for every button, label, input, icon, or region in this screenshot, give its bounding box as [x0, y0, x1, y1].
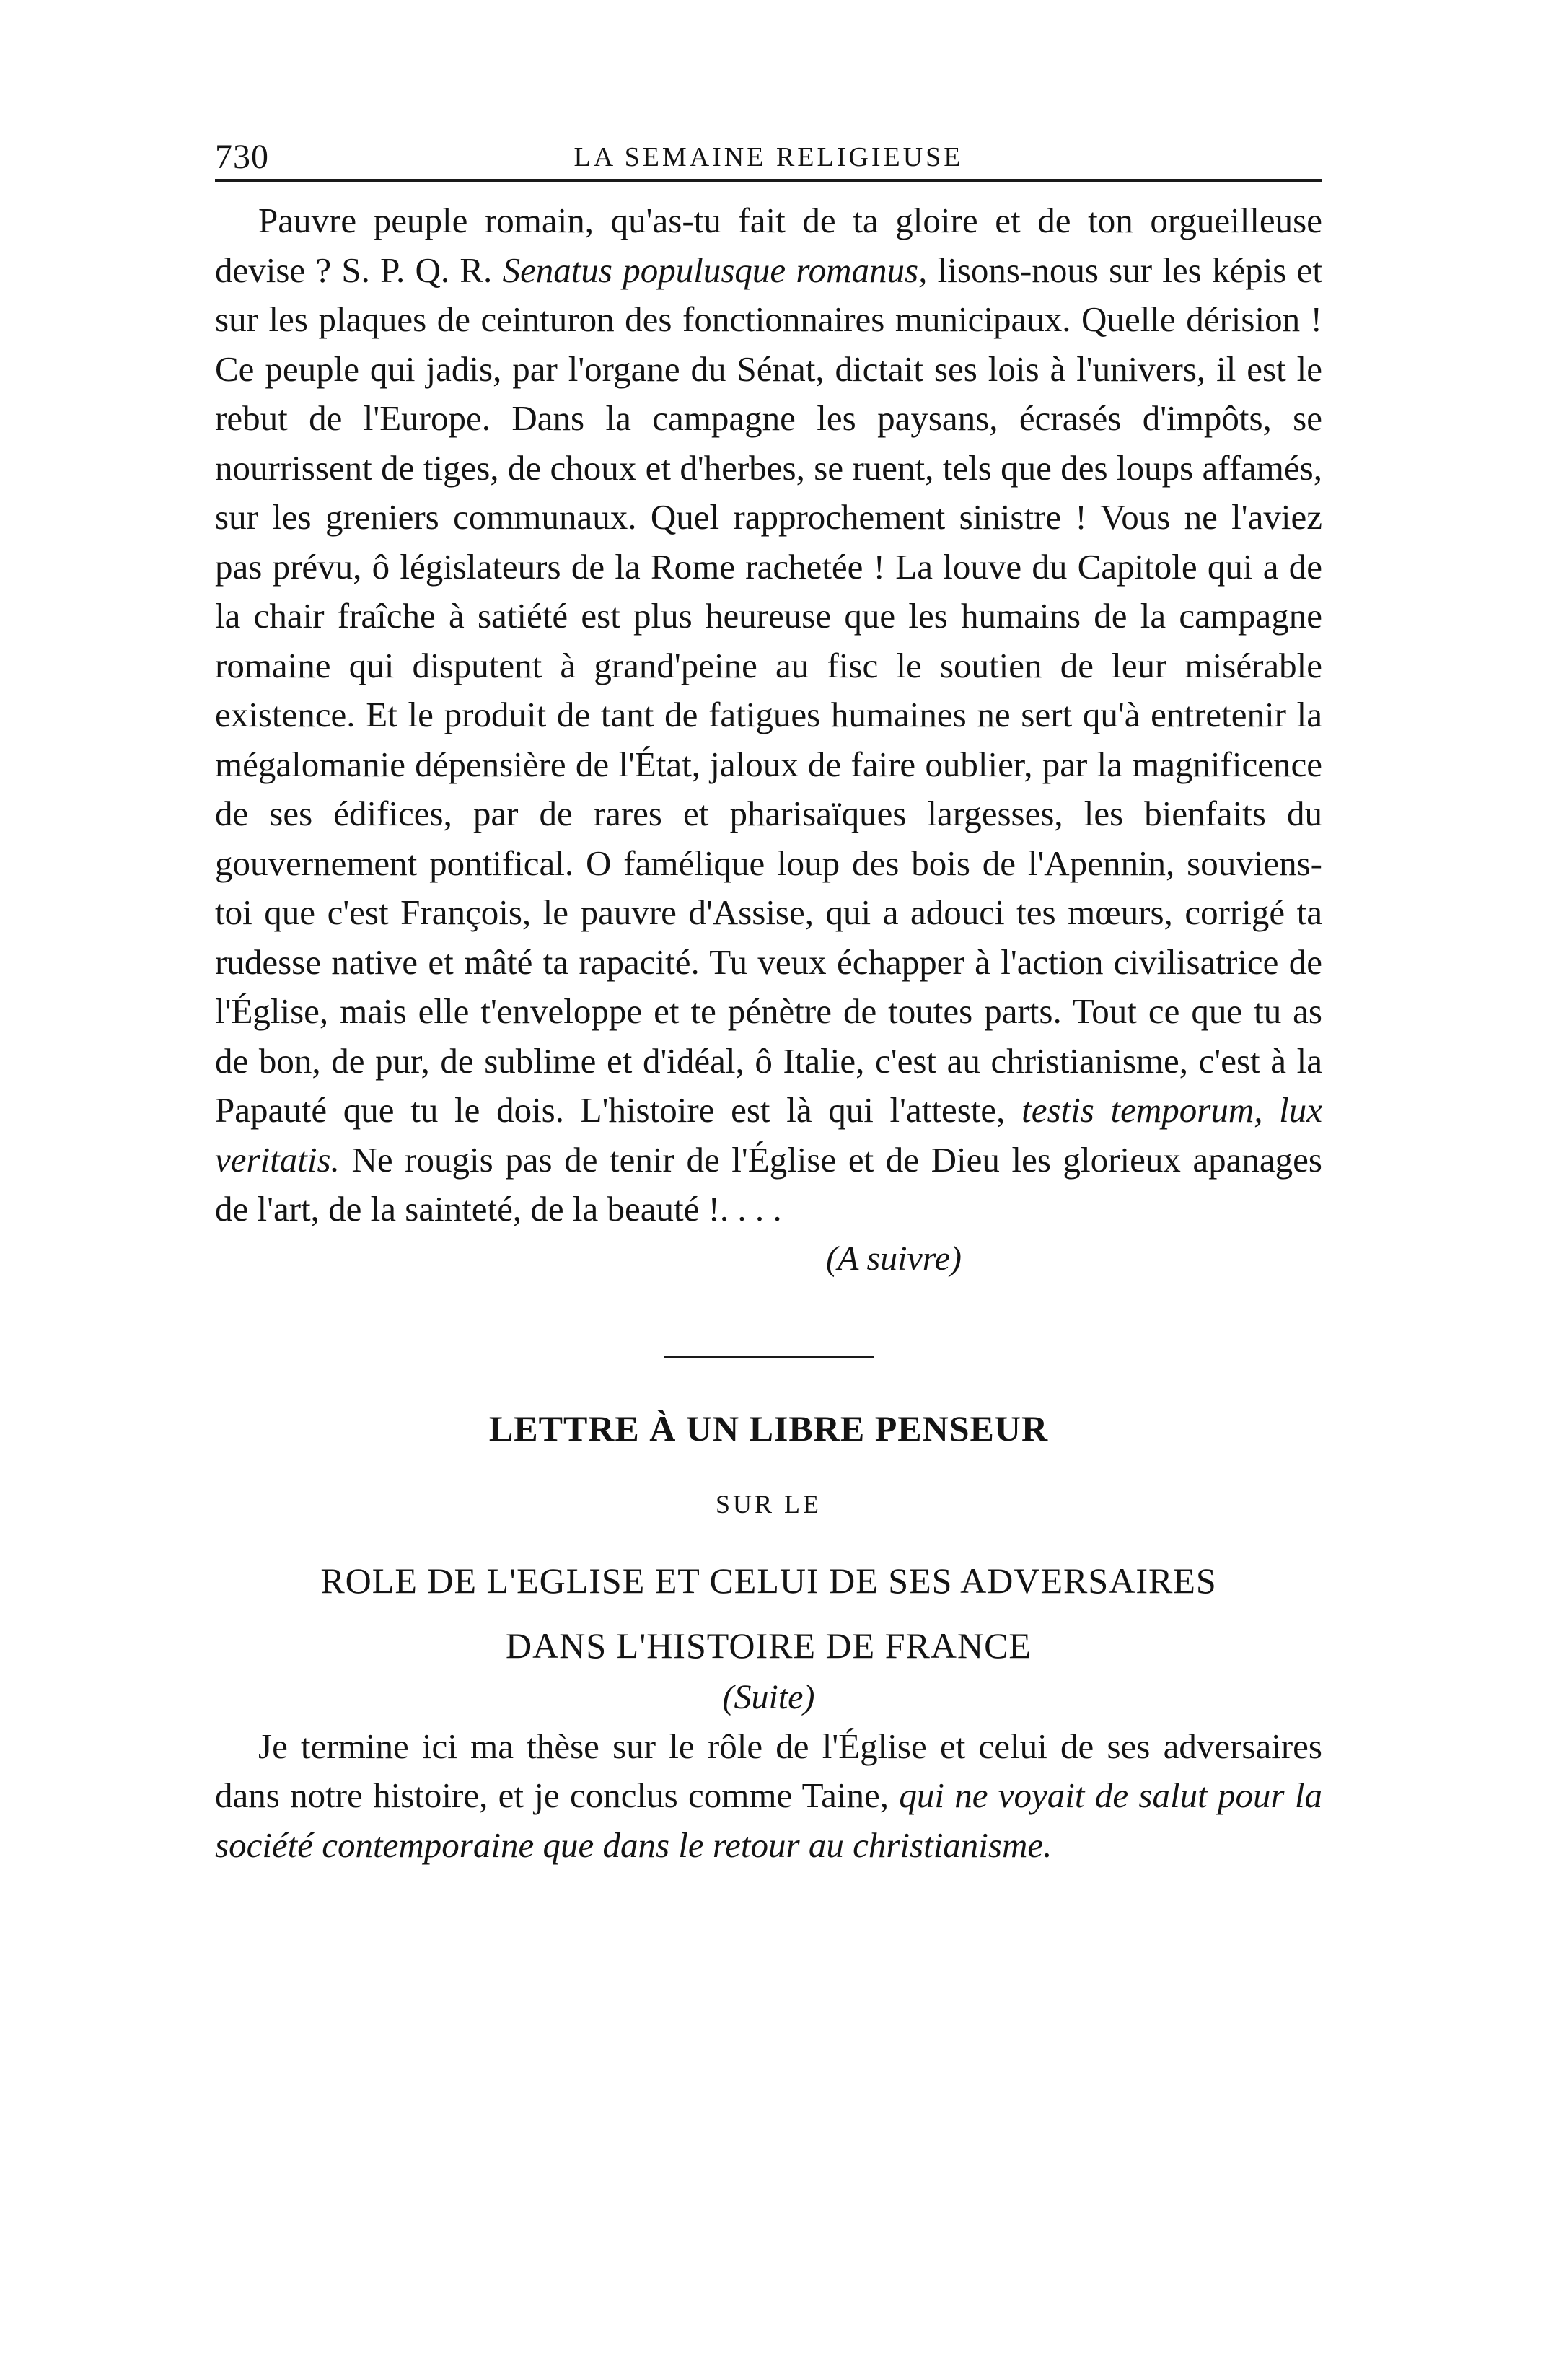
page	[215, 121, 1322, 1870]
body-paragraph	[215, 1722, 1322, 1871]
to-be-continued-note: (A suivre)	[826, 1239, 962, 1278]
text-run: lisons-nous sur les képis et sur les plaques de ceinturon des fonctionnaires municipaux. Quelle dérision ! Ce peuple qui jadis, par l'organe du Sénat, dictait ses lois à l'univers, il est le rebut de l'Europe. Dans la campagne les paysans, écrasés d'impôts, se nourrissent de tiges, de choux et d'herbes, se ruent, tels que des loups affamés, sur les greniers communaux. Quel rapprochement sinistre ! Vous ne l'aviez pas prévu, ô législateurs de la Rome rachetée ! La louve du Capitole qui a de la chair fraîche à satiété est plus heureuse que les humains de la campagne romaine qui disputent à grand'peine au fisc le soutien de leur misérable existence. Et le produit de tant de fatigues humaines ne sert qu'à entretenir la mégalomanie dépensière de l'État, jaloux de faire oublier, par la magnificence de ses édifices, par de rares et pharisaïques largesses, les bienfaits du gouvernement pontifical. O famélique loup des bois de l'Apennin, souviens-toi que c'est François, le pauvre d'Assise, qui a adouci tes mœurs, corrigé ta rudesse native et mâté ta rapacité. Tu veux échapper à l'action civilisatrice de l'Église, mais elle t'enveloppe et te pénètre de toutes parts. Tout ce que tu as de bon, de pur, de sublime et d'idéal, ô Italie, c'est au christianisme, c'est à la Papauté que tu le dois. L'histoire est là qui l'atteste,	[215, 250, 1322, 1130]
italic-latin-phrase: Senatus populusque romanus,	[502, 250, 928, 290]
article-subtitle-connector: SUR LE	[715, 1489, 822, 1519]
text-run: Je termine ici ma thèse sur le rôle de l'Église et celui de ses adversaires dans notre histoire, et je conclus comme Taine,	[215, 1726, 1322, 1815]
running-title: LA SEMAINE RELIGIEUSE	[573, 142, 964, 172]
article-heading-line-2: DANS L'HISTOIRE DE FRANCE	[506, 1625, 1032, 1666]
text-run: Ne rougis pas de tenir de l'Église et de Dieu les glorieux apanages de l'art, de la sainteté, de la beauté !. . . .	[215, 1139, 1322, 1229]
italic-latin-phrase: testis temporum, lux veritatis.	[215, 1090, 1323, 1180]
article-heading-line-1: ROLE DE L'EGLISE ET CELUI DE SES ADVERSAIRES	[320, 1560, 1217, 1601]
article-title: LETTRE À UN LIBRE PENSEUR	[488, 1408, 1049, 1449]
text-run: Pauvre peuple romain, qu'as-tu fait de ta gloire et de ton orgueilleuse devise ? S. P. Q. R.	[215, 201, 1322, 290]
section-separator	[664, 1356, 874, 1358]
continuation-note: (Suite)	[722, 1677, 815, 1716]
header-rule	[215, 179, 1322, 182]
page-number: 730	[215, 138, 269, 176]
body-paragraph	[215, 196, 1322, 1234]
italic-quotation: qui ne voyait de salut pour la société contemporaine que dans le retour au christianisme.	[215, 1775, 1322, 1865]
running-head	[215, 121, 1322, 179]
